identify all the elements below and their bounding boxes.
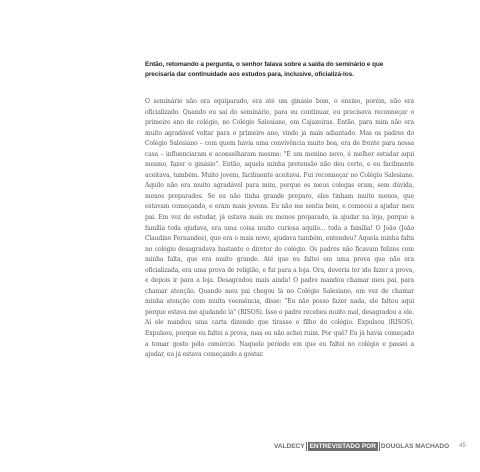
footer-name: VALDECY <box>274 442 305 450</box>
interview-content <box>145 60 414 361</box>
page-number: 45 <box>459 443 466 449</box>
interview-question: Então, retomando a pergunta, o senhor falava sobre a saída do seminário e que precisaria dar continuidade aos estudos para, inclusive, oficializá-los. <box>145 61 384 78</box>
footer-separator <box>306 442 307 451</box>
footer-interviewer: DOUGLAS MACHADO <box>380 442 450 450</box>
footer-separator <box>379 442 380 451</box>
footer-label: ENTREVISTADO POR <box>309 442 376 450</box>
interview-answer: O seminário não era equiparado, era até um ginásio bom, o ensino, porém, não era oficializado. Quando eu saí do seminário, para eu continuar, eu precisava reconneçar o primeiro ano de colégio, no Colégio Salesiano, em Cajazeiras. Então, para mim não era muito agradável voltar para o primeiro ano, vindo já mais adiantado. Mas os padres do Colégio Salesiano – com quem havia uma convivência muito boa, era de frente para nossa casa – influenciaram e aconselharam mesmo: "É um menino novo, é melhor estudar aqui mesmo, fazer o ginásio". Então, aquela minha pretensão não deu certo, e eu facilmente aceitava, também. Muito jovem, facilmente aceitava. Fui reconneçar no Colégio Salesiano. Aquilo não era muito agradável para mim, porque os meus colegas eram, sem dúvida, menos preparados. Se eu não tinha grande preparo, eles tinham muito menos, que estavam começando, e eram mais jovens. Eu não me sentia bem, e comecei a ajudar meu pai. Em vez de estudar, já estava mais ou menos preparado, ia ajudar na loja, porque a família toda ajudava, era uma coisa muito curiosa aquilo... toda a família! O João (João Claudino Fernandes), que era o mais novo, ajudava também, entendeu? Aquela minha falta no colégio desagradava bastante o diretor do colégio. Os padres não ficavam felizes com minha falta, que era muito grande. Até que eu faltei em uma prova que não era oficializada, era uma prova de religião, e fui para a loja. Ora, deveria ter ido fazer a prova, e depois ir para a loja. Desagradou mais ainda! O padre mandou chamar meu pai, para chamar atenção. Quando meu pai chegou lá no Colégio Salesiano, em vez de chamar minha atenção com muita veemência, disse: "Eu não posso fazer nada, ele faltou aqui porque estava me ajudando lá" (RISOS). Isso o padre recebeu muito mal, desagradou a ele. Aí ele mandou uma carta dizendo que tirasse o filho do colégio. Expulsou (RISOS). Expulsou, porque eu faltei a prova, mas eu não achei ruim. Por quê? Eu já havia começado a tomar gosto pelo comércio. Naquele período em que eu faltei no colégio e passei a ajudar, eu já estava começando a gostar. <box>145 98 414 359</box>
page-footer <box>274 440 466 452</box>
